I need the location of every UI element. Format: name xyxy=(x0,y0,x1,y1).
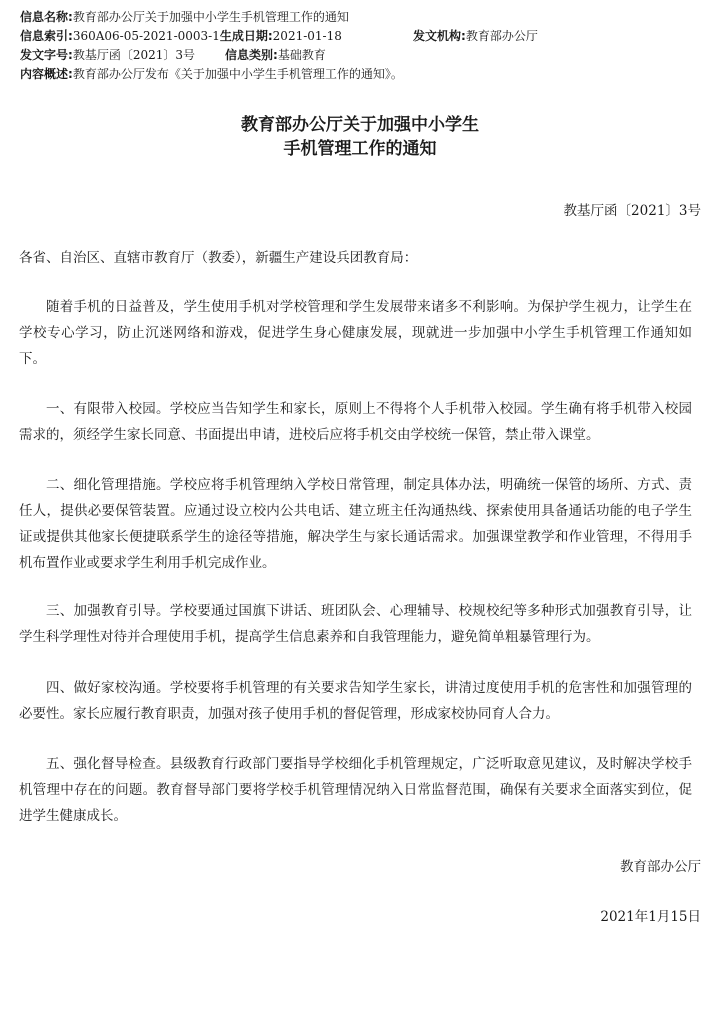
intro-paragraph: 随着手机的日益普及，学生使用手机对学校管理和学生发展带来诸多不利影响。为保护学生视力，让学生在学校专心学习，防止沉迷网络和游戏，促进学生身心健康发展，现就进一步加强中小学生手机管理工作通知如下。 xyxy=(19,299,692,367)
docno-value: 教基厅函〔2021〕3号 xyxy=(72,48,195,62)
summary-label: 内容概述: xyxy=(20,67,73,81)
document-metadata xyxy=(20,8,710,84)
signature: 教育部办公厅 xyxy=(620,859,701,875)
info-name-value: 教育部办公厅关于加强中小学生手机管理工作的通知 xyxy=(72,10,349,24)
issuer-field xyxy=(413,27,538,46)
item-paragraph-3: 三、加强教育引导。学校要通过国旗下讲话、班团队会、心理辅导、校规校纪等多种形式加强教育引导，让学生科学理性对待并合理使用手机，提高学生信息素养和自我管理能力，避免简单粗暴管理行为。 xyxy=(19,603,692,645)
salutation: 各省、自治区、直辖市教育厅（教委），新疆生产建设兵团教育局： xyxy=(19,250,418,266)
meta-row-docno xyxy=(20,46,710,65)
meta-row-summary xyxy=(20,65,710,84)
summary-value: 教育部办公厅发布《关于加强中小学生手机管理工作的通知》。 xyxy=(72,67,403,81)
category-value: 基础教育 xyxy=(277,48,326,62)
title-line-1: 教育部办公厅关于加强中小学生 xyxy=(241,115,479,135)
meta-row-info-name xyxy=(20,8,710,27)
item-paragraph-2: 二、细化管理措施。学校应将手机管理纳入学校日常管理，制定具体办法，明确统一保管的场所、方式、责任人，提供必要保管装置。应通过设立校内公共电话、建立班主任沟通热线、探索使用具备通话功能的电子学生证或提供其他家长便捷联系学生的途径等措施，解决学生与家长通话需求。加强课堂教学和作业管理，不得用手机布置作业或要求学生利用手机完成作业。 xyxy=(19,477,692,571)
title-line-2: 手机管理工作的通知 xyxy=(283,139,437,159)
category-label: 信息类别: xyxy=(225,48,278,62)
item-paragraph-1: 一、有限带入校园。学校应当告知学生和家长，原则上不得将个人手机带入校园。学生确有将手机带入校园需求的，须经学生家长同意、书面提出申请，进校后应将手机交由学校统一保管，禁止带入课堂。 xyxy=(19,401,692,443)
meta-row-index xyxy=(20,27,710,46)
issuer-value: 教育部办公厅 xyxy=(465,29,538,43)
item-paragraph-5: 五、强化督导检查。县级教育行政部门要指导学校细化手机管理规定，广泛听取意见建议，及时解决学校手机管理中存在的问题。教育督导部门要将学校手机管理情况纳入日常监督范围，确保有关要求全面落实到位，促进学生健康成长。 xyxy=(19,756,692,824)
index-label: 信息索引: xyxy=(20,29,73,43)
docno-label: 发文字号: xyxy=(20,48,73,62)
gen-date-value: 2021-01-18 xyxy=(272,29,342,43)
gen-date-label: 生成日期: xyxy=(219,29,273,43)
issue-date: 2021年1月15日 xyxy=(600,909,701,925)
issuer-label: 发文机构: xyxy=(413,29,466,43)
document-title xyxy=(0,113,720,161)
index-value: 360A06-05-2021-0003-1 xyxy=(72,29,220,43)
item-paragraph-4: 四、做好家校沟通。学校要将手机管理的有关要求告知学生家长，讲清过度使用手机的危害性和加强管理的必要性。家长应履行教育职责，加强对孩子使用手机的督促管理，形成家校协同育人合力。 xyxy=(19,680,692,722)
info-name-label: 信息名称: xyxy=(20,10,73,24)
document-number: 教基厅函〔2021〕3号 xyxy=(563,203,701,219)
category-field xyxy=(225,46,326,65)
